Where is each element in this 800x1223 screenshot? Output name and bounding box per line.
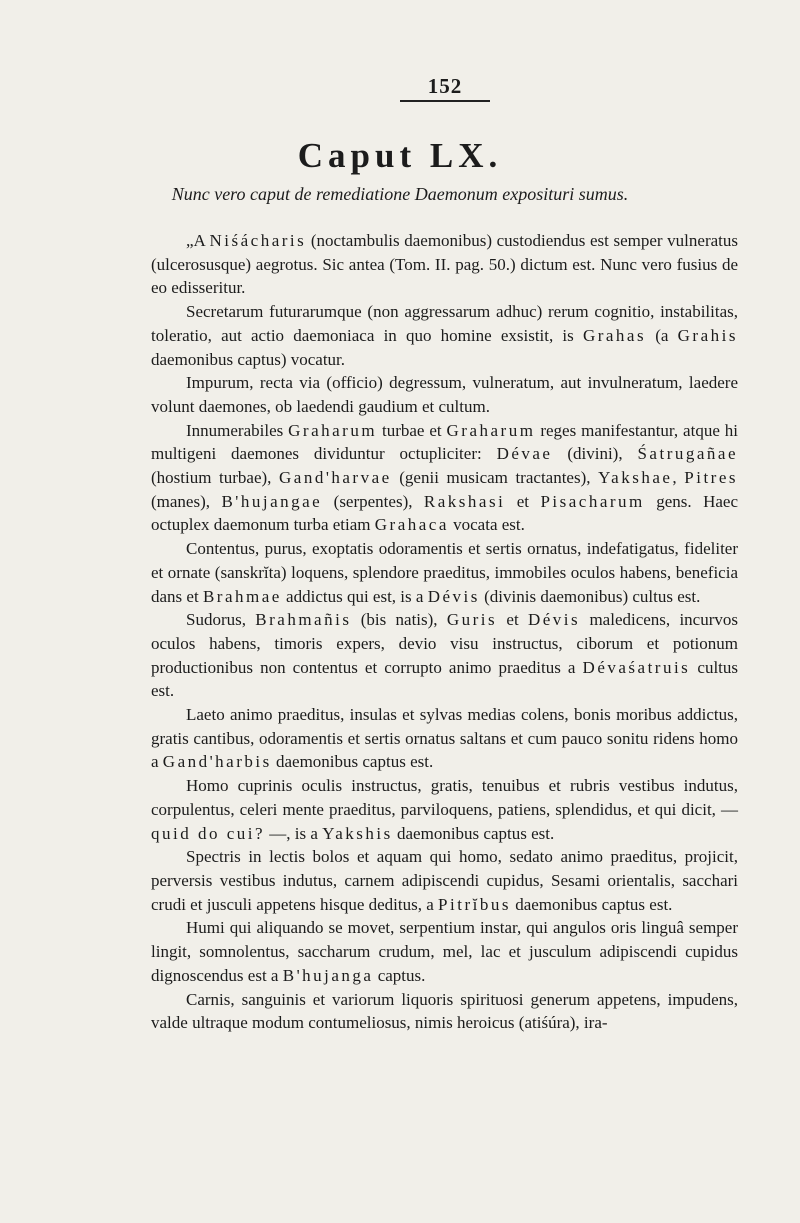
text-run: (divini), (552, 444, 638, 464)
spaced-name: Pitrĭbus (438, 894, 511, 914)
text-run: addictus qui est, is a (281, 586, 428, 606)
text-run: cultus est. (151, 657, 739, 701)
spaced-name: Dévaśatruis (582, 657, 691, 677)
paragraph (151, 300, 738, 371)
spaced-name: Dévis (527, 610, 581, 630)
text-run: Humi qui aliquando se movet, serpentium instar, qui angulos oris linguâ semper lingit, somnolentus, saccharum crudum, mel, lac et jusculum adipiscendi cupidus dignoscendus est a (151, 918, 738, 985)
chapter-heading: Caput LX. (297, 136, 503, 175)
spaced-name: Gand'harbis (162, 752, 272, 772)
text-run: Secretarum futurarumque (non aggressarum adhuc) rerum cognitio, instabilitas, toleratio, aut actio daemoniaca in quo homine exsistit, is (151, 302, 738, 345)
chapter-subtitle: Nunc vero caput de remediatione Daemonum exposituri sumus. (171, 184, 629, 204)
spaced-name: Pisacharum (540, 491, 645, 511)
text-run: (manes), (151, 491, 222, 511)
spaced-name: Graharum (446, 420, 536, 440)
spaced-name: Pitres (684, 468, 738, 488)
paragraph (151, 229, 738, 300)
paragraph (151, 419, 738, 538)
spaced-name: B'hujangae (221, 491, 323, 511)
paragraph (151, 537, 738, 608)
text-run: vocata est. (448, 515, 525, 535)
text-run: Carnis, sanguinis et variorum liquoris spirituosi generum appetens, impudens, valde ultraque modum contumeliosus, nimis heroicus (atiśúra), ira- (151, 989, 738, 1033)
text-run: maledicens, incurvos oculos habens, timoris expers, devio visu instructus, ciborum et potionum productionibus non contentus et corrupto animo praeditus a (151, 610, 739, 677)
text-run: Spectris in lectis bolos et aquam qui homo, sedato animo praeditus, projicit, perversis vestibus indutus, carnem adipiscendi cupidus, Sesami orientalis, sacchari crudi et jusculi appetens hisque deditus, a (151, 847, 738, 914)
spaced-name: Gand'harvae (279, 468, 392, 488)
paragraph (151, 774, 738, 845)
spaced-name: Yakshis (322, 823, 393, 843)
text-run: Homo cuprinis oculis instructus, gratis, tenuibus et rubris vestibus indutus, corpulentus, celeri mente praeditus, parviloquens, patiens, splendidus, et qui dicit, — (151, 776, 738, 819)
text-run: daemonibus captus) vocatur. (151, 349, 346, 369)
text-run: Innumerabiles (186, 420, 289, 440)
text-run: daemonibus captus est. (510, 894, 673, 914)
text-run: captus. (373, 965, 426, 985)
spaced-name: Dévis (427, 586, 480, 606)
spaced-name: Brahmañis (255, 610, 352, 630)
paragraph (151, 703, 738, 774)
text-run: (divinis daemonibus) cultus est. (479, 586, 701, 606)
spaced-name: Niśácharis (209, 231, 307, 250)
spaced-name: Yakshae (598, 468, 673, 488)
text-run: daemonibus captus est. (271, 752, 434, 772)
spaced-name: quid do cui? (151, 823, 266, 843)
spaced-name: Brahmae (202, 586, 282, 606)
text-run: et (497, 610, 528, 630)
spaced-name: Graharum (288, 420, 378, 440)
page-number: 152 (427, 74, 463, 98)
text-run: Sudorus, (186, 610, 256, 630)
text-run: turbae et (377, 420, 447, 440)
spaced-name: Grahaca (374, 515, 449, 535)
spaced-name: Dévae (496, 444, 553, 464)
page-number-rule (400, 100, 490, 102)
body-text (151, 229, 738, 1035)
text-run: „A (186, 231, 210, 250)
text-run: (a (646, 325, 678, 345)
text-run: (noctambulis daemonibus) custodiendus est semper vulneratus (ulcerosusque) aegrotus. Sic antea (Tom. II. pag. 50.) dictum est. Nunc vero fusius de eo edisseritur. (151, 231, 739, 298)
text-run: et (505, 491, 541, 511)
text-run: Impurum, recta via (officio) degressum, vulneratum, aut invulneratum, laedere volunt daemones, ob laedendi gaudium et cultum. (151, 373, 738, 416)
text-run: , (672, 468, 685, 488)
text-run: (hostium turbae), (151, 468, 279, 488)
text-run: reges manifestantur, atque hi multigeni daemones dividuntur octupliciter: (151, 420, 738, 464)
spaced-name: Grahas (582, 325, 647, 345)
paragraph (151, 916, 738, 987)
paragraph (151, 845, 738, 916)
spaced-name: Śatrugañae (637, 444, 738, 464)
text-run: (bis natis), (351, 610, 447, 630)
paragraph (151, 371, 738, 418)
spaced-name: Guris (446, 610, 498, 630)
paragraph (151, 988, 738, 1035)
text-run: (genii musicam tractantes), (391, 468, 599, 488)
text-run: Laeto animo praeditus, insulas et sylvas medias colens, bonis moribus addictus, gratis cantibus, odoramentis et sertis ornatus saltans et cum pauco sonitu ridens homo a (151, 705, 738, 772)
paragraph (151, 608, 738, 703)
text-run: gens. Haec octuplex daemonum turba etiam (151, 491, 738, 535)
spaced-name: Grahis (677, 325, 738, 345)
spaced-name: B'hujanga (282, 965, 374, 985)
text-run: daemonibus captus est. (392, 823, 555, 843)
text-run: (serpentes), (322, 491, 424, 511)
text-run: Contentus, purus, exoptatis odoramentis et sertis ornatus, indefatigatus, fideliter et ornate (sanskrĭta) loquens, splendore praeditus, immobiles oculos habens, beneficia dans et (151, 539, 738, 606)
spaced-name: Rakshasi (423, 491, 506, 511)
text-run: —, is a (265, 823, 323, 843)
